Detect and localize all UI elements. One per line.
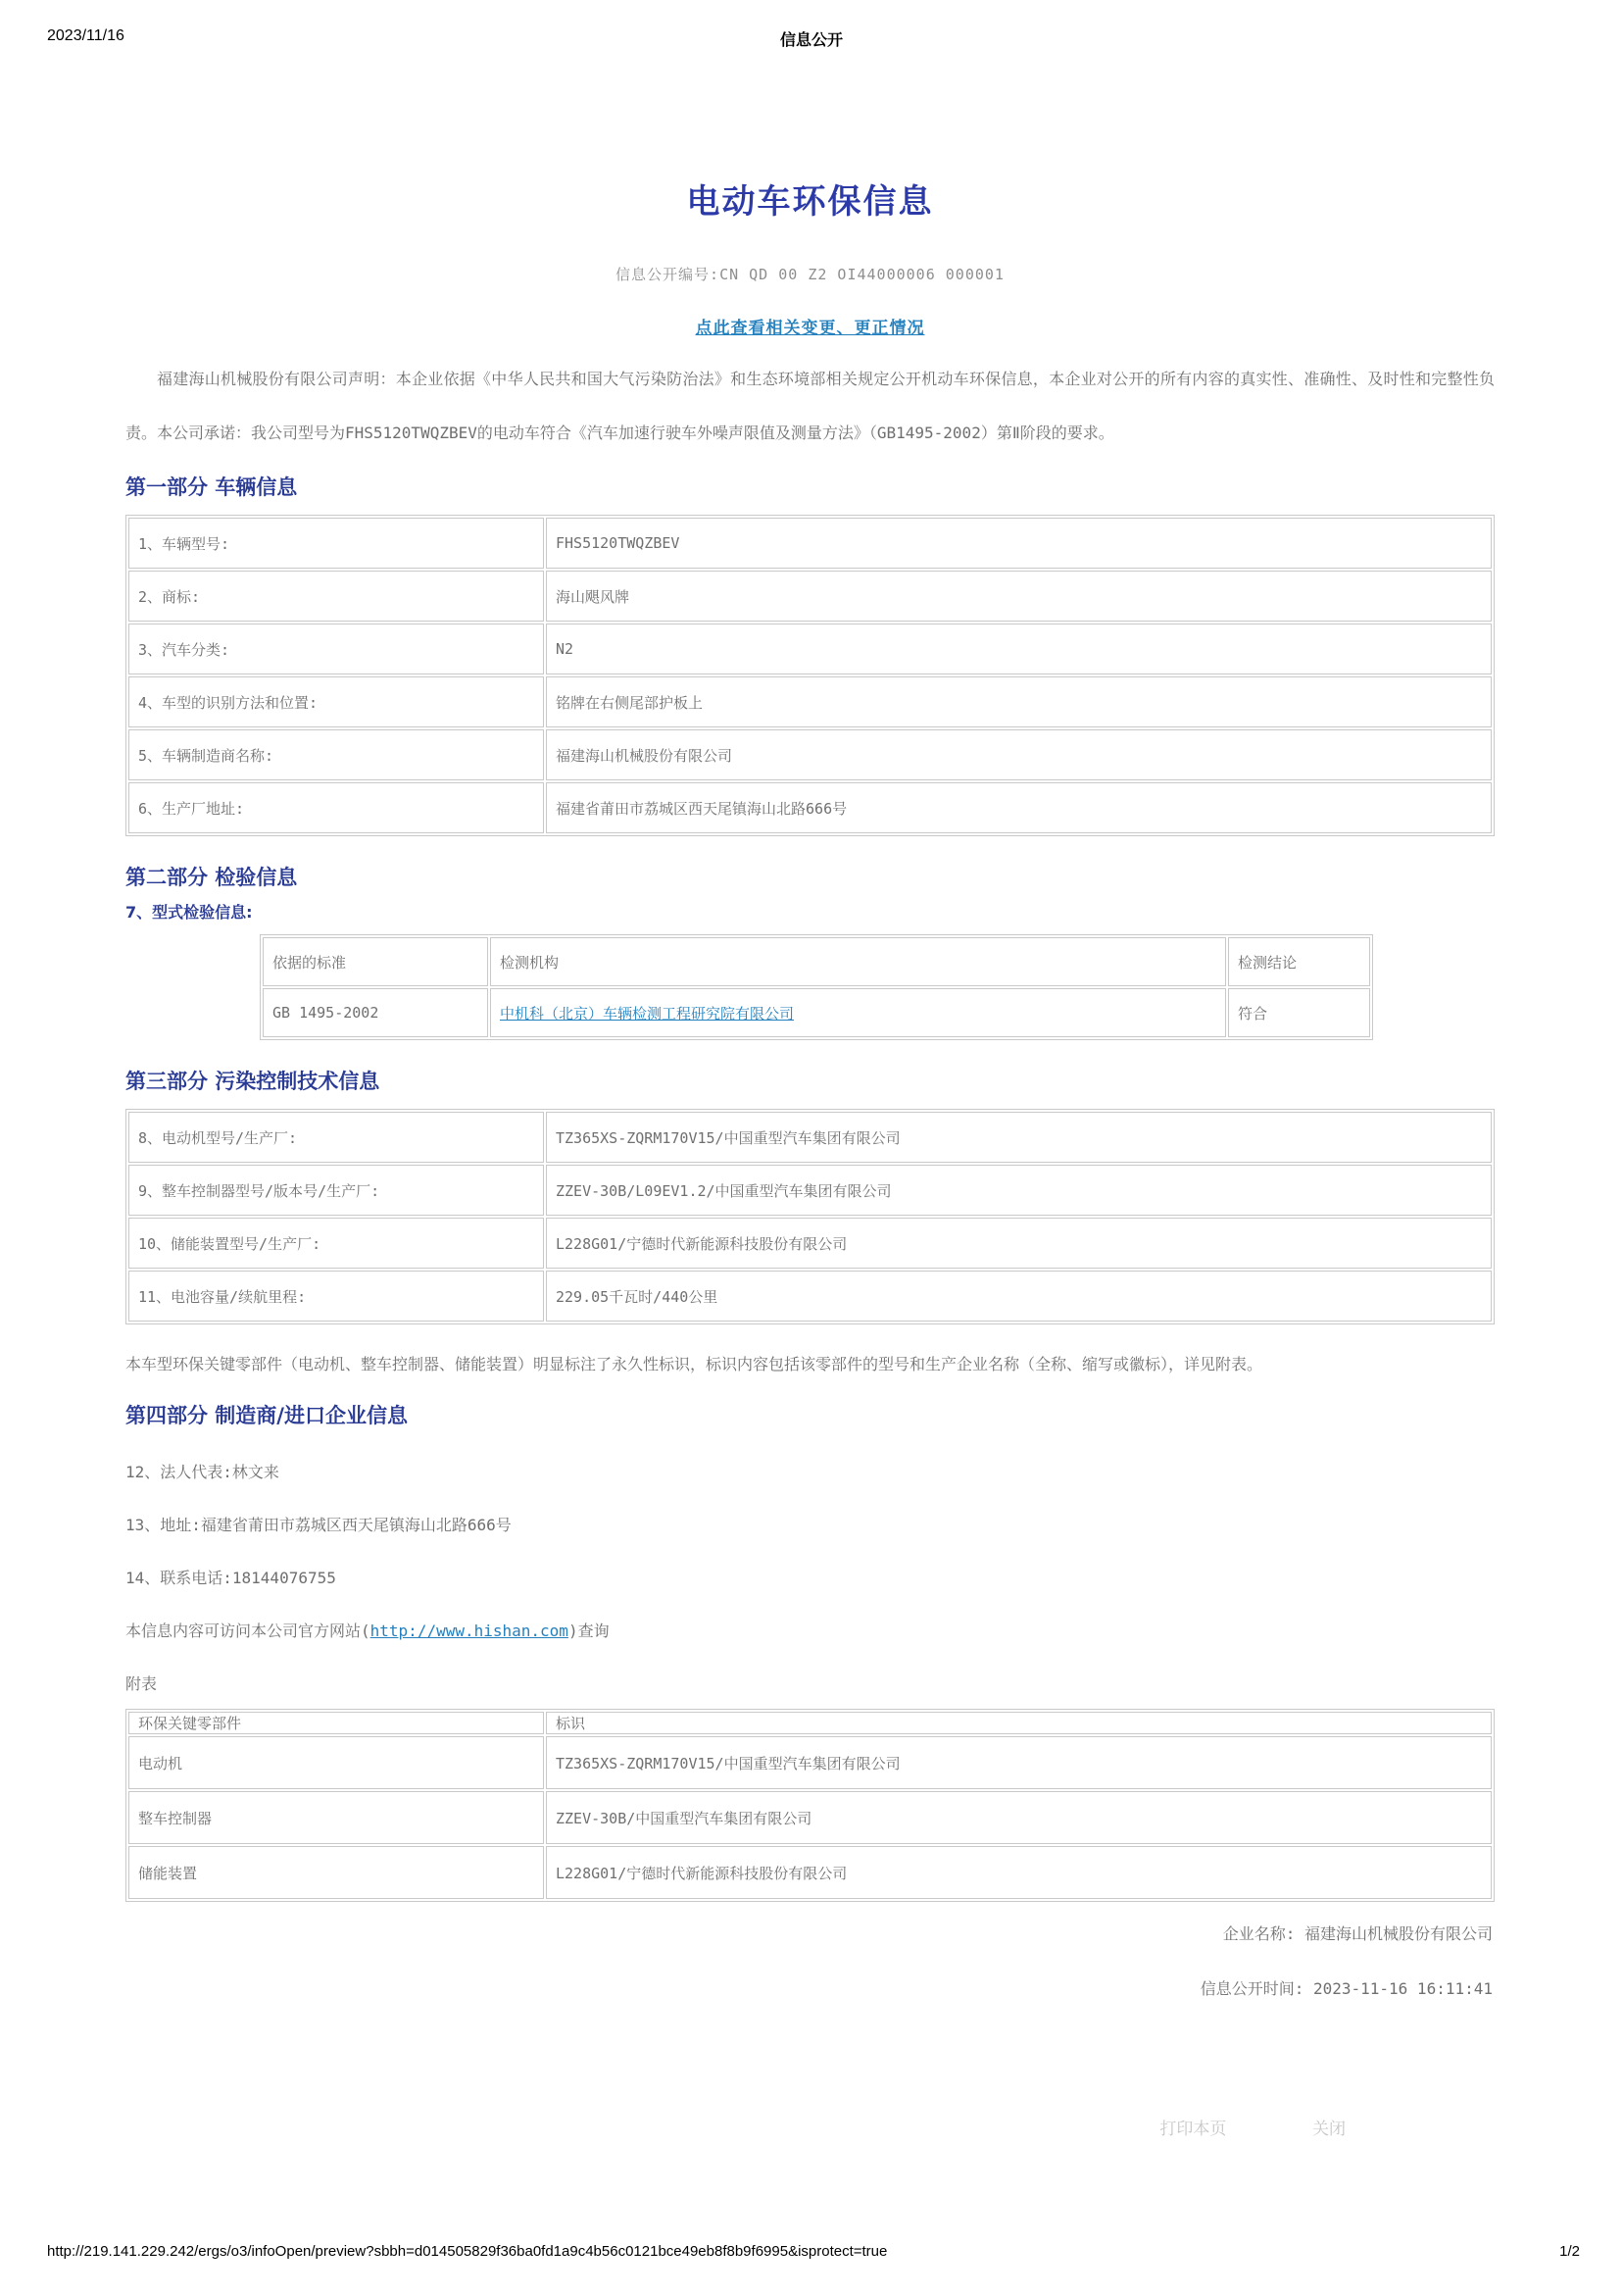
row-value: TZ365XS-ZQRM170V15/中国重型汽车集团有限公司 [546, 1112, 1492, 1163]
inspection-standard: GB 1495-2002 [263, 988, 488, 1037]
row-label: 10、储能装置型号/生产厂: [128, 1218, 544, 1269]
table-row [128, 782, 1492, 833]
website-link[interactable]: http://www.hishan.com [369, 1622, 568, 1640]
company-name-line: 企业名称: 福建海山机械股份有限公司 [1222, 1924, 1493, 1943]
inspection-header-agency: 检测机构 [490, 937, 1226, 986]
table-row [128, 1165, 1492, 1216]
print-footer [0, 2243, 1623, 2263]
vehicle-info-table [125, 515, 1495, 836]
row-label: 3、汽车分类: [128, 624, 544, 674]
row-value: 铭牌在右侧尾部护板上 [546, 676, 1492, 727]
table-row [128, 1112, 1492, 1163]
declaration-text: 福建海山机械股份有限公司声明：本企业依据《中华人民共和国大气污染防治法》和生态环境部相关规定公开机动车环保信息，本企业对公开的所有内容的真实性、准确性、及时性和完整性负责。本公司承诺：我公司型号为FHS5120TWQZBEV的电动车符合《汽车加速行驶车外噪声限值及测量方法》（GB1495-2002）第Ⅱ阶段的要求。 [125, 370, 1495, 442]
address-line: 13、地址:福建省莆田市荔城区西天尾镇海山北路666号 [125, 1516, 512, 1534]
row-label: 5、车辆制造商名称: [128, 729, 544, 780]
row-label: 11、电池容量/续航里程: [128, 1271, 544, 1322]
row-value: 福建省莆田市荔城区西天尾镇海山北路666号 [546, 782, 1492, 833]
row-label: 6、生产厂地址: [128, 782, 544, 833]
inspection-header-standard: 依据的标准 [263, 937, 488, 986]
row-value: FHS5120TWQZBEV [546, 518, 1492, 569]
table-row [128, 1846, 1492, 1899]
pollution-control-table [125, 1109, 1495, 1324]
appendix-part: 电动机 [128, 1736, 544, 1789]
appendix-part: 储能装置 [128, 1846, 544, 1899]
action-buttons [125, 2115, 1495, 2139]
table-row [128, 1218, 1492, 1269]
website-suffix: )查询 [567, 1622, 610, 1640]
close-button[interactable]: 关闭 [1312, 2115, 1346, 2139]
table-row [128, 676, 1492, 727]
section1-heading: 第一部分 车辆信息 [125, 475, 298, 499]
print-button[interactable]: 打印本页 [1159, 2115, 1226, 2139]
table-row [128, 571, 1492, 622]
row-value: 福建海山机械股份有限公司 [546, 729, 1492, 780]
table-header-row [263, 937, 1370, 986]
appendix-mark: TZ365XS-ZQRM170V15/中国重型汽车集团有限公司 [546, 1736, 1492, 1789]
print-header [0, 27, 1623, 49]
phone-line: 14、联系电话:18144076755 [125, 1569, 336, 1587]
disclosure-time-line: 信息公开时间: 2023-11-16 16:11:41 [1200, 1979, 1493, 1998]
section2-heading: 第二部分 检验信息 [125, 866, 298, 889]
table-header-row [128, 1712, 1492, 1734]
row-label: 1、车辆型号: [128, 518, 544, 569]
appendix-part: 整车控制器 [128, 1791, 544, 1844]
inspection-agency-link[interactable]: 中机科（北京）车辆检测工程研究院有限公司 [500, 1004, 795, 1023]
section3-heading: 第三部分 污染控制技术信息 [125, 1070, 380, 1093]
inspection-header-result: 检测结论 [1228, 937, 1370, 986]
table-row [128, 1271, 1492, 1322]
row-value: N2 [546, 624, 1492, 674]
row-label: 8、电动机型号/生产厂: [128, 1112, 544, 1163]
print-header-title: 信息公开 [779, 32, 843, 49]
changes-link-row [125, 314, 1495, 338]
table-row [128, 1791, 1492, 1844]
row-label: 9、整车控制器型号/版本号/生产厂: [128, 1165, 544, 1216]
changes-link[interactable]: 点此查看相关变更、更正情况 [695, 319, 925, 338]
footer-url: http://219.141.229.242/ergs/o3/infoOpen/preview?sbbh=d014505829f36ba0fd1a9c4b56c0121bce49eb8f8b9f6995&isprotect=true [47, 2243, 888, 2260]
appendix-header-mark: 标识 [546, 1712, 1492, 1734]
table-row [128, 729, 1492, 780]
row-value: L228G01/宁德时代新能源科技股份有限公司 [546, 1218, 1492, 1269]
key-parts-note: 本车型环保关键零部件（电动机、整车控制器、储能装置）明显标注了永久性标识，标识内容包括该零部件的型号和生产企业名称（全称、缩写或徽标），详见附表。 [125, 1355, 1263, 1373]
page-indicator: 1/2 [1559, 2243, 1580, 2260]
appendix-mark: ZZEV-30B/中国重型汽车集团有限公司 [546, 1791, 1492, 1844]
row-value: 229.05千瓦时/440公里 [546, 1271, 1492, 1322]
row-label: 4、车型的识别方法和位置: [128, 676, 544, 727]
table-row [128, 1736, 1492, 1789]
row-value: 海山飓风牌 [546, 571, 1492, 622]
document-body [125, 47, 1495, 2139]
appendix-mark: L228G01/宁德时代新能源科技股份有限公司 [546, 1846, 1492, 1899]
page-title: 电动车环保信息 [686, 182, 934, 222]
inspection-agency-cell [490, 988, 1226, 1037]
table-row [128, 518, 1492, 569]
print-date: 2023/11/16 [47, 27, 124, 44]
legal-rep-line: 12、法人代表:林文来 [125, 1463, 279, 1481]
type-inspection-subheading: 7、型式检验信息: [125, 903, 253, 922]
section4-heading: 第四部分 制造商/进口企业信息 [125, 1404, 408, 1427]
appendix-header-part: 环保关键零部件 [128, 1712, 544, 1734]
disclosure-number: 信息公开编号:CN QD 00 Z2 OI44000006 000001 [615, 266, 1005, 283]
inspection-result: 符合 [1228, 988, 1370, 1037]
appendix-label: 附表 [125, 1674, 158, 1693]
inspection-table [260, 934, 1373, 1040]
website-prefix: 本信息内容可访问本公司官方网站( [125, 1622, 370, 1640]
website-line [125, 1619, 1495, 1641]
inspection-table-wrap [125, 934, 1373, 1040]
row-value: ZZEV-30B/L09EV1.2/中国重型汽车集团有限公司 [546, 1165, 1492, 1216]
table-row [128, 624, 1492, 674]
table-row [263, 988, 1370, 1037]
row-label: 2、商标: [128, 571, 544, 622]
appendix-table [125, 1709, 1495, 1902]
